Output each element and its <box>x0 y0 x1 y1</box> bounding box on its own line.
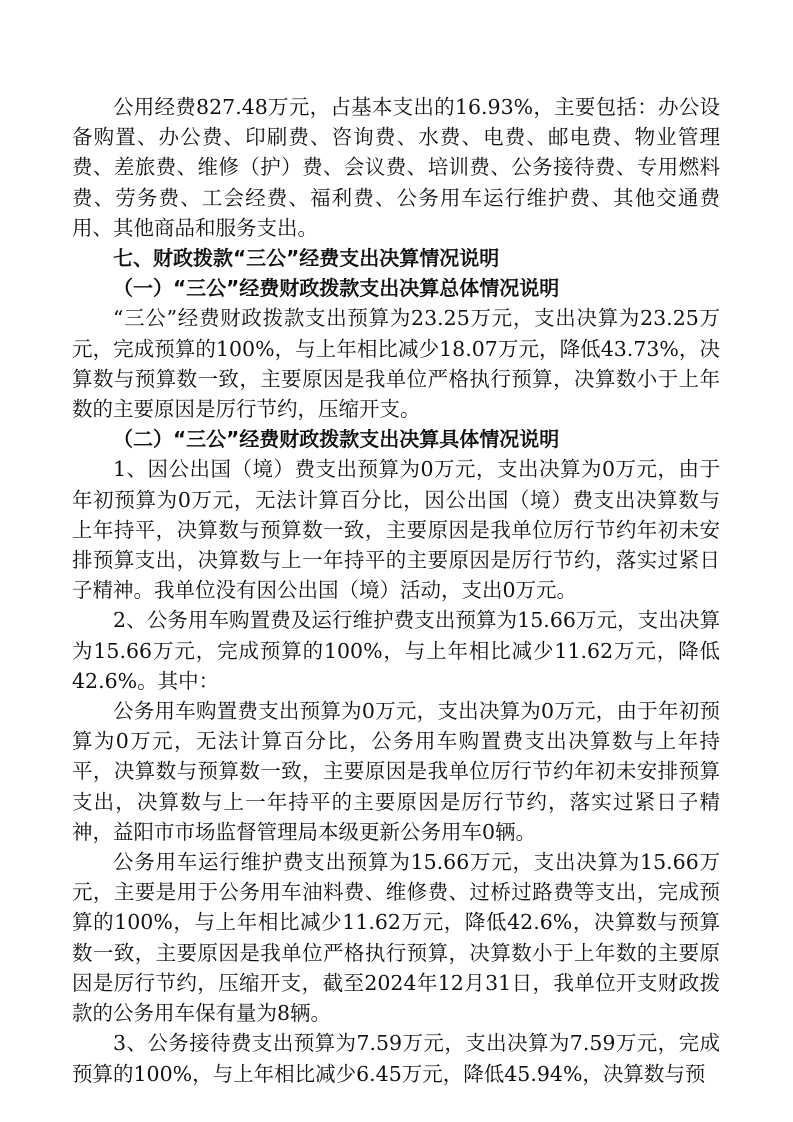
paragraph-overseas-travel: 1、因公出国（境）费支出预算为0万元，支出决算为0万元，由于年初预算为0万元，无法计算百分比，因公出国（境）费支出决算数与上年持平，决算数与预算数一致，主要原因是我单位厉行节约年初未安排预算支出，决算数与上一年持平的主要原因是厉行节约，落实过紧日子精神。我单位没有因公出国（境）活动，支出0万元。 <box>72 457 720 603</box>
paragraph-public-funds: 公用经费827.48万元，占基本支出的16.93%，主要包括：办公设备购置、办公费、印刷费、咨询费、水费、电费、邮电费、物业管理费、差旅费、维修（护）费、会议费、培训费、公务接待费、专用燃料费、劳务费、工会经费、福利费、公务用车运行维护费、其他交通费用、其他商品和服务支出。 <box>72 95 720 240</box>
subheading-specific: （二）“三公”经费财政拨款支出决算具体情况说明 <box>113 427 560 452</box>
paragraph-vehicle-purchase: 公务用车购置费支出预算为0万元，支出决算为0万元，由于年初预算为0万元，无法计算百分比，公务用车购置费支出决算数与上年持平，决算数与预算数一致，主要原因是我单位厉行节约年初未安排预算支出，决算数与上一年持平的主要原因是厉行节约，落实过紧日子精神，益阳市市场监督管理局本级更新公务用车0辆。 <box>72 699 720 844</box>
document-page <box>72 92 720 1089</box>
section-heading-seven: 七、财政拨款“三公”经费支出决算情况说明 <box>113 246 500 271</box>
paragraph-reception: 3、公务接待费支出预算为7.59万元，支出决算为7.59万元，完成预算的100%，与上年相比减少6.45万元，降低45.94%，决算数与预 <box>72 1031 720 1086</box>
subheading-overall: （一）“三公”经费财政拨款支出决算总体情况说明 <box>113 276 560 301</box>
paragraph-vehicle-maintenance: 公务用车运行维护费支出预算为15.66万元，支出决算为15.66万元，主要是用于公务用车油料费、维修费、过桥过路费等支出，完成预算的100%，与上年相比减少11.62万元，降低42.6%，决算数与预算数一致，主要原因是我单位严格执行预算，决算数小于上年数的主要原因是厉行节约，压缩开支，截至2024年12月31日，我单位开支财政拨款的公务用车保有量为8辆。 <box>72 850 720 1026</box>
paragraph-overall-summary: “三公”经费财政拨款支出预算为23.25万元，支出决算为23.25万元，完成预算的100%，与上年相比减少18.07万元，降低43.73%，决算数与预算数一致，主要原因是我单位严格执行预算，决算数小于上年数的主要原因是厉行节约，压缩开支。 <box>72 306 720 422</box>
paragraph-vehicle-total: 2、公务用车购置费及运行维护费支出预算为15.66万元，支出决算为15.66万元，完成预算的100%，与上年相比减少11.62万元，降低42.6%。其中： <box>72 608 720 693</box>
